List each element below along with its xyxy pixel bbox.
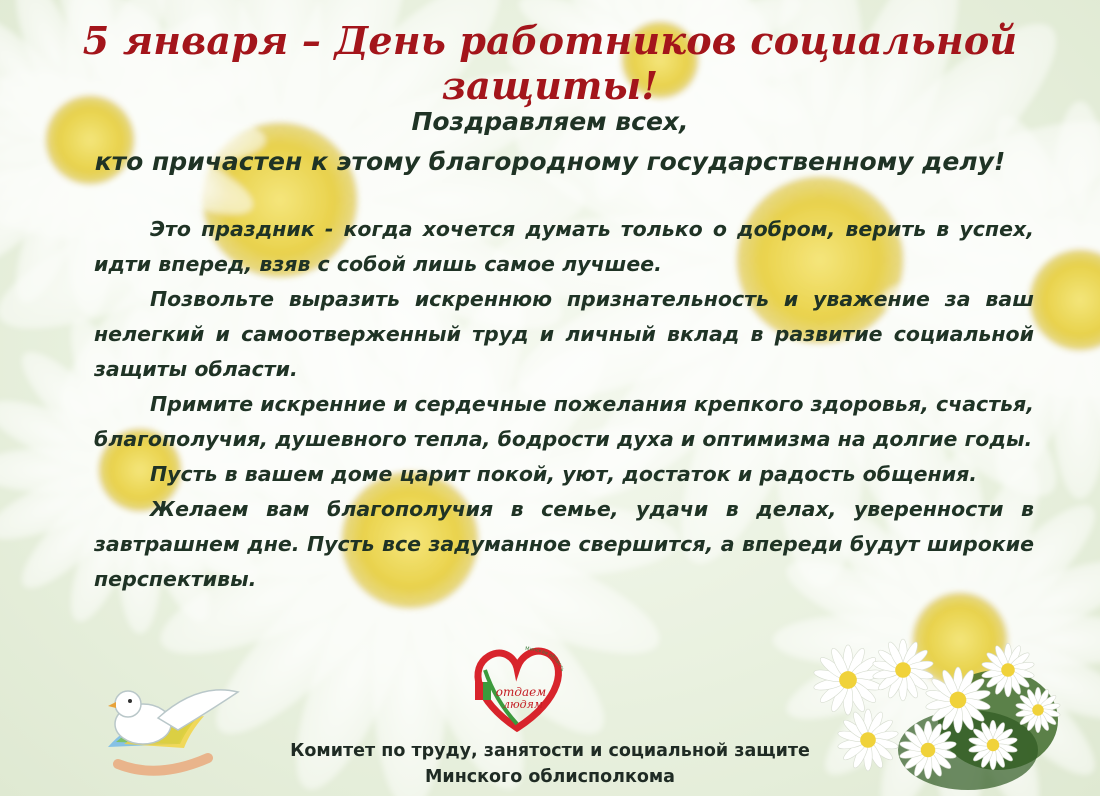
paragraph-5: Желаем вам благополучия в семье, удачи в делах, уверенности в завтрашнем дне. Пусть все задуманное свершится, а впереди будут широкие перспективы.	[94, 497, 1034, 591]
svg-text:Минская область	[525, 646, 565, 672]
logo-text-2: людям	[502, 698, 544, 711]
logo-text-1: отдаем	[495, 685, 547, 699]
bouquet-daisy-1	[813, 645, 883, 715]
paragraph-1: Это праздник - когда хочется думать только о добром, верить в успех, идти вперед, взяв с собой лишь самое лучшее.	[94, 217, 1034, 276]
paragraph-3: Примите искренние и сердечные пожелания крепкого здоровья, счастья, благополучия, душевного тепла, бодрости духа и оптимизма на долгие годы.	[94, 392, 1034, 451]
heart-logo-icon	[465, 640, 570, 735]
greeting	[0, 102, 1100, 182]
logo-ring-text: Минская область	[524, 645, 566, 673]
paragraph-4: Пусть в вашем доме царит покой, уют, достаток и радость общения.	[150, 462, 978, 486]
greeting-line-2: кто причастен к этому благородному государственному делу!	[94, 147, 1006, 176]
greeting-line-1: Поздравляем всех,	[411, 107, 689, 136]
page-title: 5 января – День работников социальной защиты!	[82, 18, 1018, 108]
congratulation-text	[94, 212, 1034, 597]
footer-line-2: Минского облисполкома	[425, 767, 675, 787]
paragraph-2: Позвольте выразить искреннюю признательность и уважение за ваш нелегкий и самоотверженный труд и личный вклад в развитие социальной защиты области.	[94, 287, 1034, 381]
footer-signature	[200, 738, 900, 790]
footer-line-1: Комитет по труду, занятости и социальной защите	[290, 741, 810, 761]
bouquet-daisy-2	[872, 639, 934, 701]
